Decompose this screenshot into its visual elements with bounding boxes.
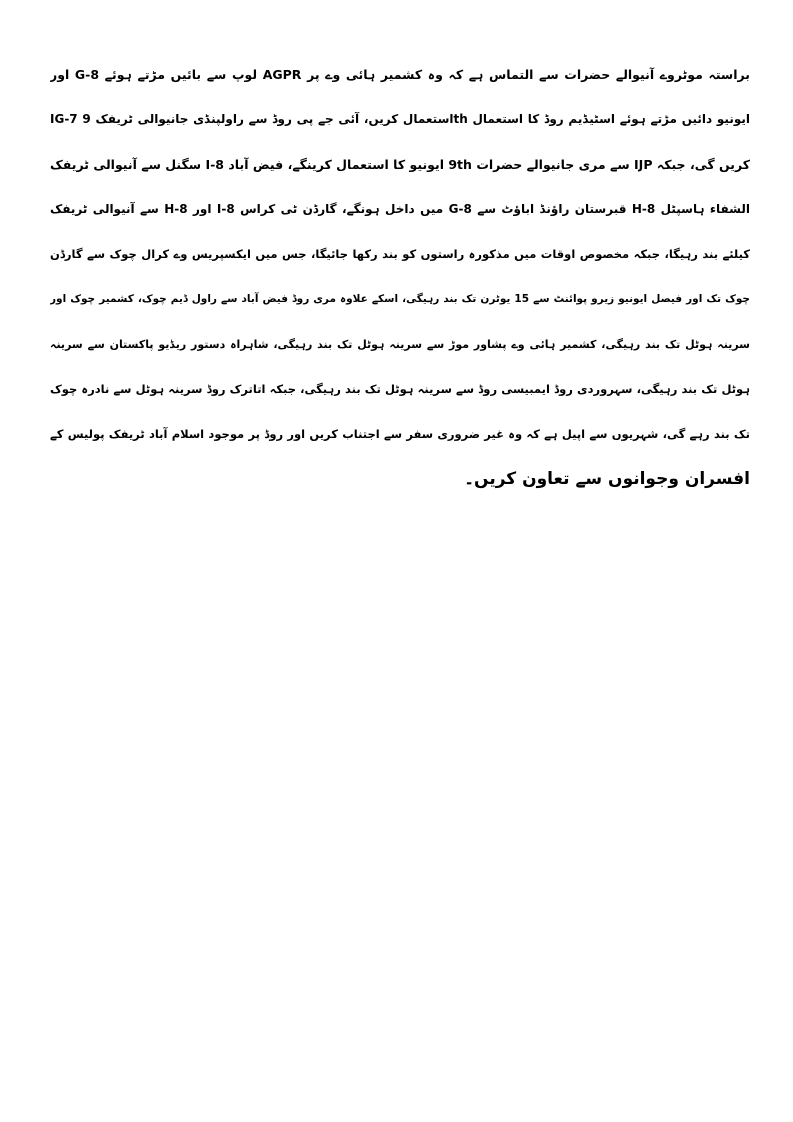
text-line-6: چوک تک اور فیصل ایونیو زیرو پوائنٹ سے 15 یوٹرن تک بند رہیگی، اسکے علاوہ مری روڈ فیض آباد سے راول ڈیم چوک، کشمیر چوک اور <box>50 293 750 305</box>
text-line-1: براستہ موٹروے آنیوالے حضرات سے التماس ہے کہ وہ کشمیر ہائی وے پر AGPR لوپ سے بائیں مڑتے ہوئے G-8 اور <box>50 67 750 82</box>
text-line-8: ہوٹل تک بند رہیگی، سہروردی روڈ ایمبیسی روڈ سے سرینہ ہوٹل تک بند رہیگی، جبکہ اتاترک روڈ سرینہ ہوٹل سے نادرہ چوک <box>50 382 750 396</box>
text-line-2: IG-7 استعمال کریں، آئی جے پی روڈ سے راولپنڈی جانیوالی ٹریفک 9th ایونیو دائیں مڑتے ہوئے اسٹیڈیم روڈ کا استعمال <box>50 112 750 126</box>
text-line-9: تک بند رہے گی، شہریوں سے اپیل ہے کہ وہ غیر ضروری سفر سے اجتناب کریں اور روڈ پر موجود اسلام آباد ٹریفک پولیس کے <box>50 427 750 441</box>
text-line-5: کیلئے بند رہیگا، جبکہ مخصوص اوقات میں مذکورہ راستوں کو بند رکھا جائیگا، جس میں ایکسپریس وے کرال چوک سے گارڈن <box>50 247 750 261</box>
text-line-4: الشفاء ہاسپٹل H-8 قبرستان راؤنڈ اباؤٹ سے G-8 میں داخل ہونگے، گارڈن ٹی کراس I-8 اور H-8 سے آنیوالی ٹریفک <box>50 202 750 216</box>
notice-paragraph <box>50 52 750 502</box>
text-line-3: کریں گی، جبکہ IJP سے مری جانیوالے حضرات 9th ایونیو کا استعمال کرینگے، فیض آباد I-8 سگنل سے آنیوالی ٹریفک <box>50 157 750 172</box>
text-line-10: افسران وجوانوں سے تعاون کریں۔ <box>464 469 750 489</box>
text-line-7: سرینہ ہوٹل تک بند رہیگی، کشمیر ہائی وے پشاور موڑ سے سرینہ ہوٹل تک بند رہیگی، شاہراہ دستور ریڈیو پاکستان سے سرینہ <box>50 338 750 351</box>
